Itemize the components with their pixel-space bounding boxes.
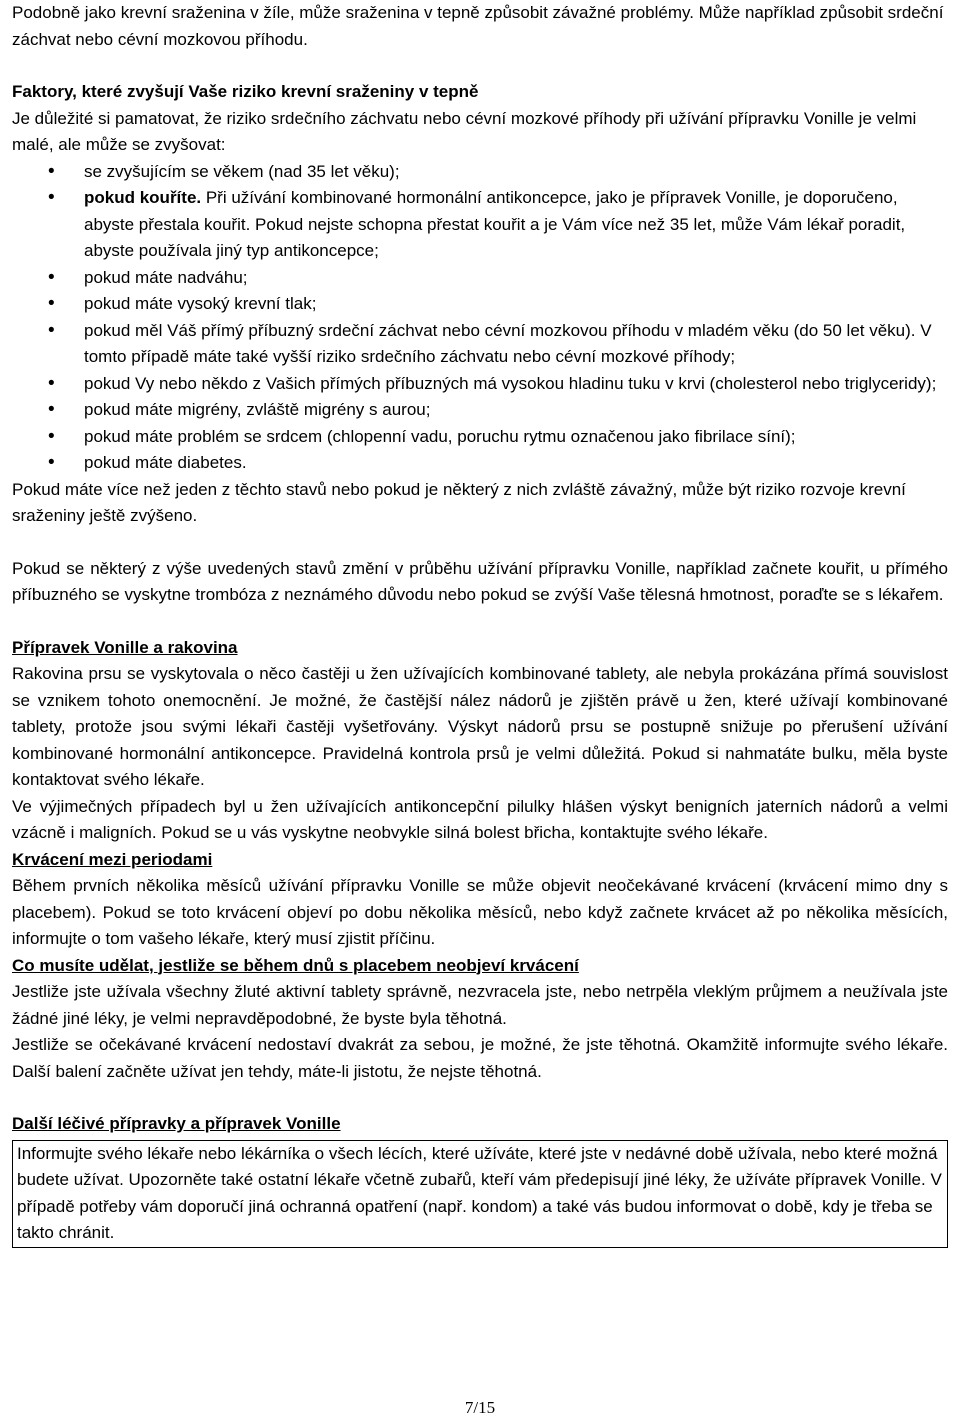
smoking-bold: pokud kouříte. [84, 188, 202, 207]
placebo-paragraph-2: Jestliže se očekávané krvácení nedostaví dvakrát za sebou, je možné, že jste těhotná. Okamžitě informujte svého lékaře. Další balení začněte užívat jen tehdy, máte-li jistotu, že nejste těhotná. [12, 1035, 948, 1081]
list-item: • pokud máte vysoký krevní tlak; [12, 291, 948, 318]
cancer-heading: Přípravek Vonille a rakovina [12, 637, 238, 657]
list-item: • pokud máte diabetes. [12, 450, 948, 477]
risk-factor-list [12, 159, 948, 477]
other-drugs-text: Informujte svého lékaře nebo lékárníka o všech lécích, které užíváte, které jste v nedávné době užívala, nebo které možná budete užívat. Upozorněte také ostatní lékaře včetně zubařů, kteří vám předepisují jiné léky, že užíváte přípravek Vonille. V případě potřeby vám doporučí jiná ochranná opatření (např. kondom) a také vás budou informovat o době, kdy je třeba se takto chránit. [17, 1143, 942, 1242]
cancer-paragraph-1: Rakovina prsu se vyskytovala o něco častěji u žen užívajících kombinované tablety, ale nebyla prokázána přímá souvislost se vznikem tohoto onemocnění. Je možné, že častější nález nádorů je zjištěn právě u žen, které užívají kombinované tablety, protože jsou svými lékaři častěji vyšetřovány. Výskyt nádorů prsu se postupně snižuje po přerušení užívání kombinované hormonální antikoncepce. Pravidelná kontrola prsů je velmi důležitá. Pokud si nahmatáte bulku, měla byste kontaktovat svého lékaře. [12, 664, 948, 789]
change-paragraph: Pokud se některý z výše uvedených stavů změní v průběhu užívání přípravku Vonille, například začnete kouřit, u přímého příbuzného se vyskytne trombóza z neznámého důvodu nebo pokud se zvýší Vaše tělesná hmotnost, poraďte se s lékařem. [12, 558, 948, 604]
document-page [12, 0, 948, 1248]
list-item: • pokud máte problém se srdcem (chlopenní vadu, poruchu rytmu označenou jako fibrilace síní); [12, 424, 948, 451]
intro-paragraph: Podobně jako krevní sraženina v žíle, může sraženina v tepně způsobit závažné problémy. Může například způsobit srdeční záchvat nebo cévní mozkovou příhodu. [12, 3, 944, 49]
placebo-heading: Co musíte udělat, jestliže se během dnů s placebem neobjeví krvácení [12, 955, 579, 975]
other-drugs-box [12, 1140, 948, 1248]
smoking-text: Při užívání kombinované hormonální antikoncepce, jako je přípravek Vonille, je doporučeno, abyste přestala kouřit. Pokud nejste schopna přestat kouřit a je Vám více než 35 let, může Vám lékař poradit, abyste používala jiný typ antikoncepce; [84, 188, 906, 260]
list-item: • pokud měl Váš přímý příbuzný srdeční záchvat nebo cévní mozkovou příhodu v mladém věku (do 50 let věku). V tomto případě máte také vyšší riziko srdečního záchvatu nebo cévní mozkové příhody; [12, 318, 948, 371]
list-item: • pokud Vy nebo někdo z Vašich přímých příbuzných má vysokou hladinu tuku v krvi (cholesterol nebo triglyceridy); [12, 371, 948, 398]
risk-heading: Faktory, které zvyšují Vaše riziko krevní sraženiny v tepně [12, 82, 479, 101]
risk-outro: Pokud máte více než jeden z těchto stavů nebo pokud je některý z nich zvláště závažný, může být riziko rozvoje krevní sraženiny ještě zvýšeno. [12, 479, 906, 525]
placebo-paragraph-1: Jestliže jste užívala všechny žluté aktivní tablety správně, nezvracela jste, nebo netrpěla vleklým průjmem a neužívala jste žádné jiné léky, je velmi nepravděpodobné, že byste byla těhotná. [12, 982, 948, 1028]
bleeding-heading: Krvácení mezi periodami [12, 849, 213, 869]
page-number: 7/15 [464, 1398, 496, 1417]
list-item: • se zvyšujícím se věkem (nad 35 let věku); [12, 159, 948, 186]
bleeding-paragraph: Během prvních několika měsíců užívání přípravku Vonille se může objevit neočekávané krvácení (krvácení mimo dny s placebem). Pokud se toto krvácení objeví po dobu několika měsíců, nebo když začnete krvácet až po několika měsících, informujte o tom vašeho lékaře, který musí zjistit příčinu. [12, 876, 948, 948]
list-item [12, 185, 948, 265]
risk-intro: Je důležité si pamatovat, že riziko srdečního záchvatu nebo cévní mozkové příhody při užívání přípravku Vonille je velmi malé, ale může se zvyšovat: [12, 108, 917, 154]
list-item: • pokud máte migrény, zvláště migrény s aurou; [12, 397, 948, 424]
cancer-paragraph-2: Ve výjimečných případech byl u žen užívajících antikoncepční pilulky hlášen výskyt benigních jaterních nádorů a velmi vzácně i maligních. Pokud se u vás vyskytne neobvykle silná bolest břicha, kontaktujte svého lékaře. [12, 796, 948, 842]
list-item: • pokud máte nadváhu; [12, 265, 948, 292]
other-drugs-heading: Další léčivé přípravky a přípravek Vonille [12, 1114, 341, 1133]
